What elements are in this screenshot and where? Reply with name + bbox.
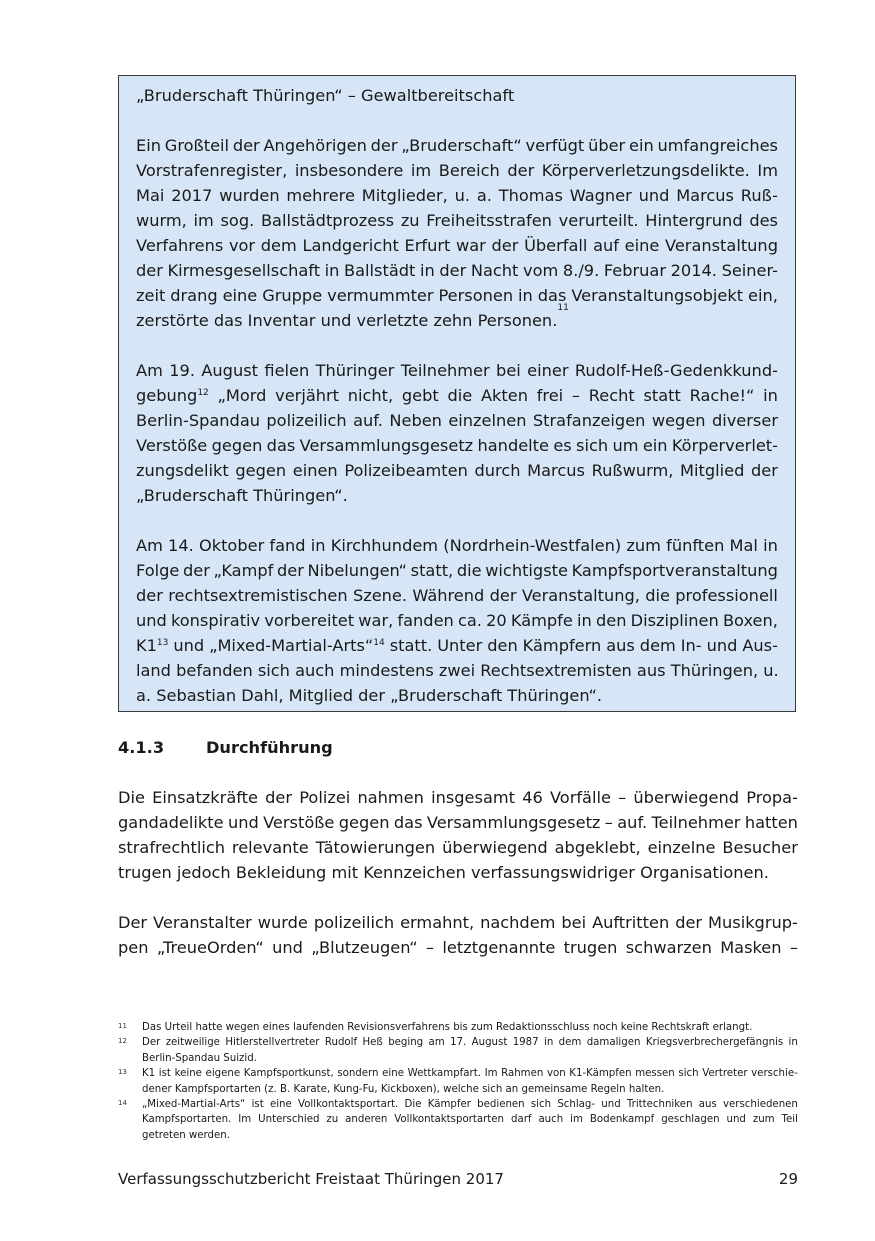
info-box	[118, 75, 796, 712]
box-p3-line: und konspirativ vorbereitet war, fanden ca. 20 Kämpfe in den Disziplinen Boxen,	[136, 611, 778, 630]
footnote-line: getreten werden.	[142, 1129, 230, 1141]
footnote-number: 12	[118, 1037, 127, 1046]
footer-title: Verfassungsschutzbericht Freistaat Thüringen 2017	[118, 1170, 504, 1188]
box-p3-line: Folge der „Kampf der Nibelungen“ statt, die wichtigste Kampfsportveranstaltung	[136, 561, 778, 580]
box-p3-line: der rechtsextremistischen Szene. Während der Veranstaltung, die professionell	[136, 586, 778, 605]
footnote-line: Berlin-Spandau Suizid.	[142, 1052, 257, 1064]
body-p2-line: Der Veranstalter wurde polizeilich ermahnt, nachdem bei Auftritten der Musikgrup-	[118, 913, 798, 932]
box-p2-last-line: „Bruderschaft Thüringen“.	[136, 486, 348, 505]
box-p1-line: wurm, im sog. Ballstädtprozess zu Freiheitsstrafen verurteilt. Hintergrund des	[136, 211, 778, 230]
box-paragraph-1	[136, 133, 778, 308]
body-text	[118, 785, 798, 960]
box-p3-line: $K1^{13}$ und „Mixed-Martial-Arts“$^{14}$ statt. Unter den Kämpfern aus dem In- und Aus-	[136, 636, 778, 655]
footnote-text	[142, 1097, 798, 1143]
box-p1-line: Mai 2017 wurden mehrere Mitglieder, u. a. Thomas Wagner und Marcus Ruß-	[136, 186, 778, 205]
body-p1-last-line: trugen jedoch Bekleidung mit Kennzeichen verfassungswidriger Organisationen.	[118, 863, 769, 882]
footnote-ref[interactable]: 13	[156, 638, 169, 648]
box-p1-line: zeit drang eine Gruppe vermummter Personen in das Veranstaltungsobjekt ein,	[136, 286, 778, 305]
footnote-number: 11	[118, 1022, 127, 1030]
body-paragraph-1	[118, 785, 798, 860]
box-p2-line: Verstöße gegen das Versammlungsgesetz handelte es sich um ein Körperverlet-	[136, 436, 778, 455]
footnote-line: Kampfsportarten. Im Unterschied zu anderen Vollkontaktsportarten darf auch im Bodenkampf geschlagen und zum Teil	[142, 1114, 798, 1126]
box-p1-line: der Kirmesgesellschaft in Ballstädt in der Nacht vom 8./9. Februar 2014. Seiner-	[136, 261, 778, 280]
box-p3-last-line: a. Sebastian Dahl, Mitglied der „Bruderschaft Thüringen“.	[136, 686, 602, 705]
footnotes	[118, 1020, 798, 1143]
footnote-line: Der zeitweilige Hitlerstellvertreter Rudolf Heß beging am 17. August 1987 in dem damaligen Kriegsverbrechergefängnis in	[142, 1037, 798, 1049]
box-p2-line: Am 19. August fielen Thüringer Teilnehmer bei einer Rudolf-Heß-Gedenkkund-	[136, 361, 778, 380]
body-p1-line: Die Einsatzkräfte der Polizei nahmen insgesamt 46 Vorfälle – überwiegend Propa-	[118, 788, 798, 807]
footnote-line: Das Urteil hatte wegen eines laufenden Revisionsverfahrens bis zum Redaktionsschluss noch keine Rechtskraft erlangt.	[142, 1022, 753, 1033]
body-p1-line: gandadelikte und Verstöße gegen das Versammlungsgesetz – auf. Teilnehmer hatten	[118, 813, 798, 832]
box-p3-line: Am 14. Oktober fand in Kirchhundem (Nordrhein-Westfalen) zum fünften Mal in	[136, 536, 778, 555]
footnote-ref-11[interactable]: 11	[557, 303, 569, 313]
info-box-content	[136, 83, 778, 708]
box-p2-line: Berlin-Spandau polizeilich auf. Neben einzelnen Strafanzeigen wegen diverser	[136, 411, 778, 430]
box-title: „Bruderschaft Thüringen“ – Gewaltbereitschaft	[136, 86, 515, 105]
page-number: 29	[778, 1170, 798, 1188]
box-p1-line: Ein Großteil der Angehörigen der „Bruderschaft“ verfügt über ein umfangreiches	[136, 136, 778, 155]
footnote-text	[142, 1035, 798, 1066]
footnote-line: dener Kampfsportarten (z. B. Karate, Kung-Fu, Kickboxen), welche sich an gemeinsame Regeln halten.	[142, 1083, 665, 1095]
section-heading	[118, 737, 333, 759]
body-paragraph-2	[118, 910, 798, 960]
box-p2-line: gebung$^{12}$ „Mord verjährt nicht, gebt die Akten frei – Recht statt Rache!“ in	[136, 386, 778, 405]
footnote-text	[142, 1066, 798, 1097]
box-p1-line: Verfahrens vor dem Landgericht Erfurt war der Überfall auf eine Veranstaltung	[136, 236, 778, 255]
box-p1-line: Vorstrafenregister, insbesondere im Bereich der Körperverletzungsdelikte. Im	[136, 161, 778, 180]
section-number: 4.1.3	[118, 738, 165, 757]
body-p1-line: strafrechtlich relevante Tätowierungen überwiegend abgeklebt, einzelne Besucher	[118, 838, 798, 857]
box-p1-last-line: zerstörte das Inventar und verletzte zehn Personen. 11	[136, 308, 778, 333]
footnote-number: 13	[118, 1068, 127, 1077]
body-p2-line: pen „TreueOrden“ und „Blutzeugen“ – letztgenannte trugen schwarzen Masken –	[118, 938, 798, 957]
footnote-ref[interactable]: 14	[373, 638, 385, 648]
box-paragraph-2	[136, 408, 778, 483]
box-p2-line: zungsdelikt gegen einen Polizeibeamten durch Marcus Rußwurm, Mitglied der	[136, 461, 778, 480]
footnote	[118, 1066, 798, 1097]
footnote-ref[interactable]: 12	[197, 388, 209, 398]
section-title: Durchführung	[206, 738, 333, 757]
box-paragraph-3	[136, 533, 778, 633]
footnote	[118, 1097, 798, 1143]
box-p3-line: land befanden sich auch mindestens zwei Rechtsextremisten aus Thüringen, u.	[136, 661, 779, 680]
footnote-line: „Mixed-Martial-Arts“ ist eine Vollkontaktsportart. Die Kämpfer bedienen sich Schlag- und Trittechniken aus verschiedenen	[142, 1098, 798, 1110]
footnote-line: K1 ist keine eigene Kampfsportkunst, sondern eine Wettkampfart. Im Rahmen von K1-Kämpfen messen sich Vertreter verschie-	[142, 1068, 798, 1080]
footnote	[118, 1020, 798, 1035]
footnote-text	[142, 1020, 798, 1035]
footnote	[118, 1035, 798, 1066]
footnote-number: 14	[118, 1098, 127, 1107]
page-footer	[118, 1170, 798, 1188]
